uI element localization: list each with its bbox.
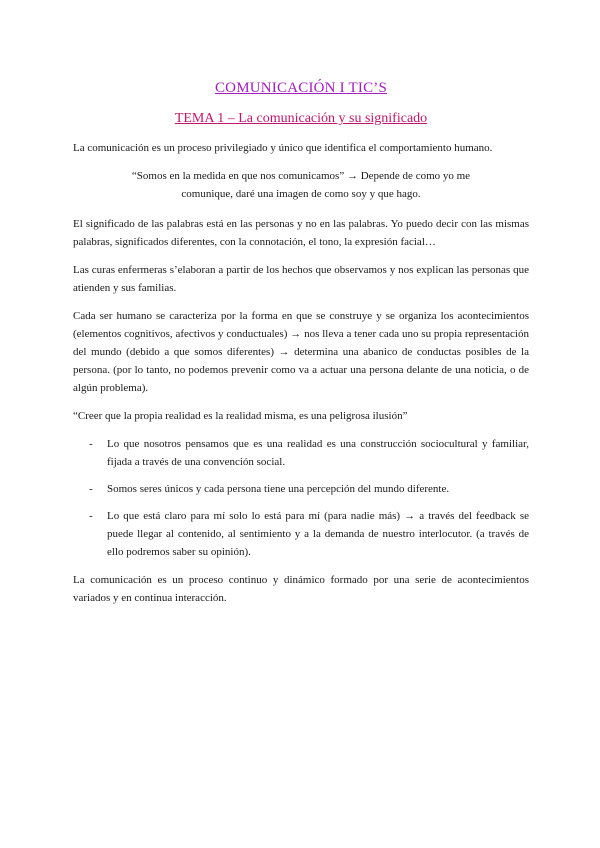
bullet-marker: -: [89, 438, 93, 450]
list-item: [73, 480, 529, 498]
paragraph-meaning: El significado de las palabras está en las personas y no en las palabras. Yo puedo decir con las mismas palabras, significados diferentes, con la connotación, el tono, la expresión facial…: [73, 218, 529, 248]
quote-communication: “Somos en la medida en que nos comunicamos” → Depende de como yo me comunique, daré una imagen de como soy y que hago.: [131, 170, 471, 200]
paragraph-intro: La comunicación es un proceso privilegiado y único que identifica el comportamiento humano.: [73, 142, 493, 154]
list-item-text: Lo que está claro para mí solo lo está para mí (para nadie más) → a través del feedback se puede llegar al contenido, al sentimiento y a la demanda de nuestro interlocutor. (a través de ello podremos saber su opinión).: [107, 510, 529, 558]
quote-reality: “Creer que la propia realidad es la realidad misma, es una peligrosa ilusión”: [73, 410, 408, 422]
paragraph-conclusion: La comunicación es un proceso continuo y dinámico formado por una serie de acontecimientos variados y en continua interacción.: [73, 574, 529, 604]
list-item: [73, 507, 529, 561]
paragraph-human-being: Cada ser humano se caracteriza por la forma en que se construye y se organiza los acontecimientos (elementos cognitivos, afectivos y conductuales) → nos lleva a tener cada uno su propia representación del mundo (debido a que somos diferentes) → determina una abanico de conductas posibles de la persona. (por lo tanto, no podemos prevenir como va a actuar una persona delante de una noticia, o de algún problema).: [73, 310, 529, 394]
paragraph-nursing-care: Las curas enfermeras s’elaboran a partir de los hechos que observamos y nos explican las personas que atienden y sus familias.: [73, 264, 529, 294]
list-item-text: Lo que nosotros pensamos que es una realidad es una construcción sociocultural y familiar, fijada a través de una convención social.: [107, 438, 529, 468]
bullet-marker: -: [89, 483, 93, 495]
document-title: COMUNICACIÓN I TIC’S: [214, 80, 388, 96]
bullet-marker: -: [89, 510, 93, 522]
bullet-list: [73, 435, 529, 561]
list-item: [73, 435, 529, 471]
document-body: [73, 80, 529, 617]
list-item-text: Somos seres únicos y cada persona tiene una percepción del mundo diferente.: [107, 483, 450, 495]
document-subtitle: TEMA 1 – La comunicación y su significado: [174, 111, 428, 126]
